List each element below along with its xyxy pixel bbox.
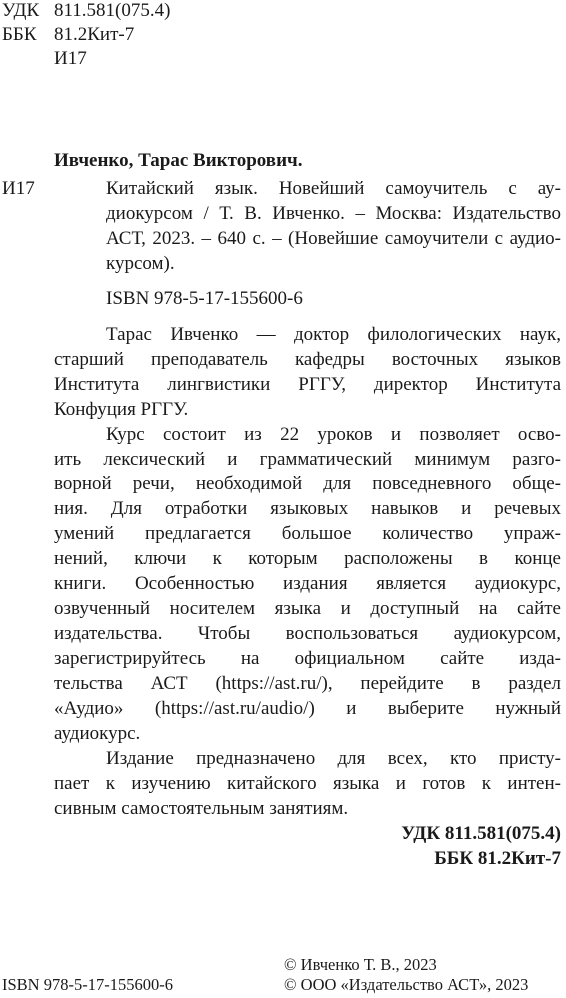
bbk-value: 81.2Кит-7: [54, 24, 135, 45]
description-line: издательства. Чтобы воспользоваться аудиокурсом,: [54, 623, 561, 644]
title-line: диокурсом / Т. В. Ивченко. – Москва: Издательство: [106, 203, 561, 224]
audience-line: сивным самостоятельным занятиям.: [54, 798, 349, 819]
author-sign: И17: [54, 48, 87, 69]
title-line: курсом).: [106, 253, 175, 274]
audience-line: Издание предназначено для всех, кто присту-: [106, 748, 561, 769]
title-line: Китайский язык. Новейший самоучитель с ау-: [106, 178, 561, 199]
bio-line: старший преподаватель кафедры восточных языков: [54, 349, 561, 370]
isbn-record: ISBN 978-5-17-155600-6: [106, 288, 303, 309]
copyright-author: © Ивченко Т. В., 2023: [284, 955, 437, 974]
udk-bottom: УДК 811.581(075.4): [401, 823, 561, 844]
audience-line: пает к изучению китайского языка и готов к интен-: [54, 773, 561, 794]
description-line: книги. Особенностью издания является аудиокурс,: [54, 573, 561, 594]
udk-value: 811.581(075.4): [54, 0, 171, 21]
bbk-bottom: ББК 81.2Кит-7: [434, 848, 561, 869]
description-line: умений предлагается большое количество упраж-: [54, 523, 561, 544]
description-line: «Аудио» (https://ast.ru/audio/) и выберите нужный: [54, 698, 561, 719]
description-line: зарегистрируйтесь на официальном сайте изда-: [54, 648, 561, 669]
bbk-label: ББК: [2, 24, 37, 45]
bio-line: Тарас Ивченко — доктор филологических наук,: [106, 324, 561, 345]
description-line: Курс состоит из 22 уроков и позволяет осво-: [106, 424, 561, 445]
copyright-publisher: © ООО «Издательство АСТ», 2023: [284, 975, 529, 994]
description-line: ворной речи, необходимой для повседневного обще-: [54, 473, 561, 494]
udk-label: УДК: [2, 0, 40, 21]
description-line: озвученный носителем языка и доступный на сайте: [54, 598, 561, 619]
description-line: тельства АСТ (https://ast.ru/), перейдите в раздел: [54, 673, 561, 694]
description-line: ния. Для отработки языковых навыков и речевых: [54, 498, 561, 519]
bio-line: Института лингвистики РГГУ, директор Института: [54, 374, 561, 395]
bio-line: Конфуция РГГУ.: [54, 399, 189, 420]
description-line: ить лексический и грамматический минимум разго-: [54, 449, 561, 470]
author-heading: Ивченко, Тарас Викторович.: [54, 150, 303, 171]
description-line: нений, ключи к которым расположены в конце: [54, 548, 561, 569]
description-line: аудиокурс.: [54, 723, 141, 744]
title-line: АСТ, 2023. – 640 с. – (Новейшие самоучители с аудио-: [106, 228, 561, 249]
author-code: И17: [2, 178, 35, 199]
footer-isbn: ISBN 978-5-17-155600-6: [2, 975, 173, 994]
